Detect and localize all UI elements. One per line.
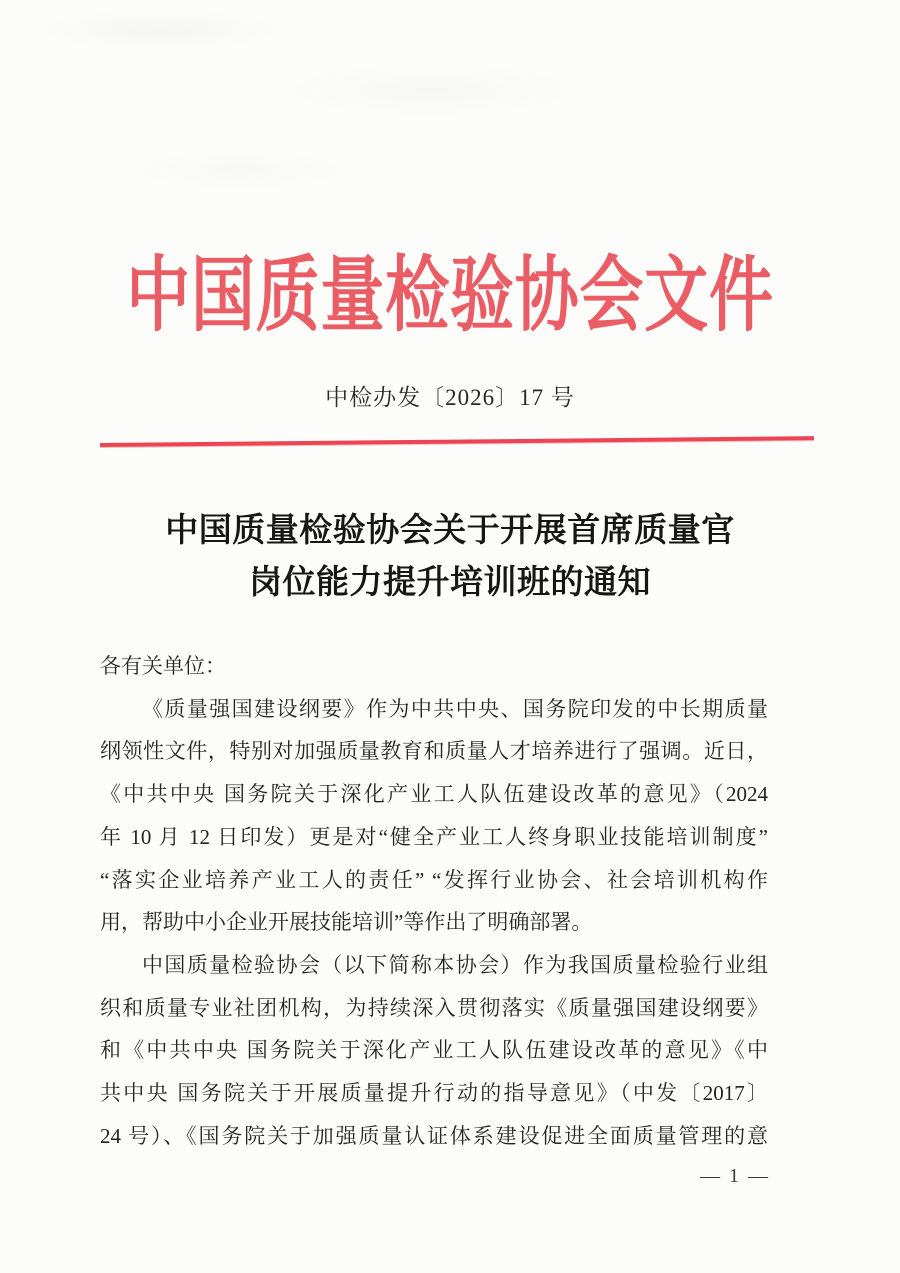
letterhead-title: 中国质量检验协会文件	[126, 250, 774, 341]
body-text	[100, 645, 768, 1157]
notice-title-line2: 岗位能力提升培训班的通知	[249, 565, 651, 601]
body-line: 织和质量专业社团机构，为持续深入贯彻落实《质量强国建设纲要》	[100, 995, 768, 1020]
salutation-line: 各有关单位：	[100, 654, 226, 678]
body-line: 用，帮助中小企业开展技能培训”等作出了明确部署。	[100, 910, 593, 935]
body-line: 《质量强国建设纲要》作为中共中央、国务院印发的中长期质量	[142, 696, 768, 721]
document-number: 中检办发〔2026〕17 号	[325, 385, 575, 410]
body-line: 中国质量检验协会（以下简称本协会）作为我国质量检验行业组	[142, 952, 768, 977]
notice-title-line1: 中国质量检验协会关于开展首席质量官	[165, 513, 735, 549]
body-line: 24 号）、《国务院关于加强质量认证体系建设促进全面质量管理的意	[100, 1123, 768, 1148]
body-line: 纲领性文件，特别对加强质量教育和质量人才培养进行了强调。近日，	[100, 739, 768, 764]
body-line: 年 10 月 12 日印发）更是对“健全产业工人终身职业技能培训制度”	[100, 824, 768, 849]
body-line: 和《中共中央 国务院关于深化产业工人队伍建设改革的意见》《中	[100, 1038, 768, 1063]
red-divider-rule	[100, 436, 814, 447]
notice-title	[0, 505, 900, 609]
page-number: — 1 —	[700, 1165, 770, 1187]
body-line: “落实企业培养产业工人的责任” “发挥行业协会、社会培训机构作	[100, 867, 768, 892]
body-line: 共中央 国务院关于开展质量提升行动的指导意见》（中发〔2017〕	[100, 1081, 768, 1106]
body-line: 《中共中央 国务院关于深化产业工人队伍建设改革的意见》（2024	[100, 782, 768, 807]
scan-smudge	[0, 0, 620, 220]
